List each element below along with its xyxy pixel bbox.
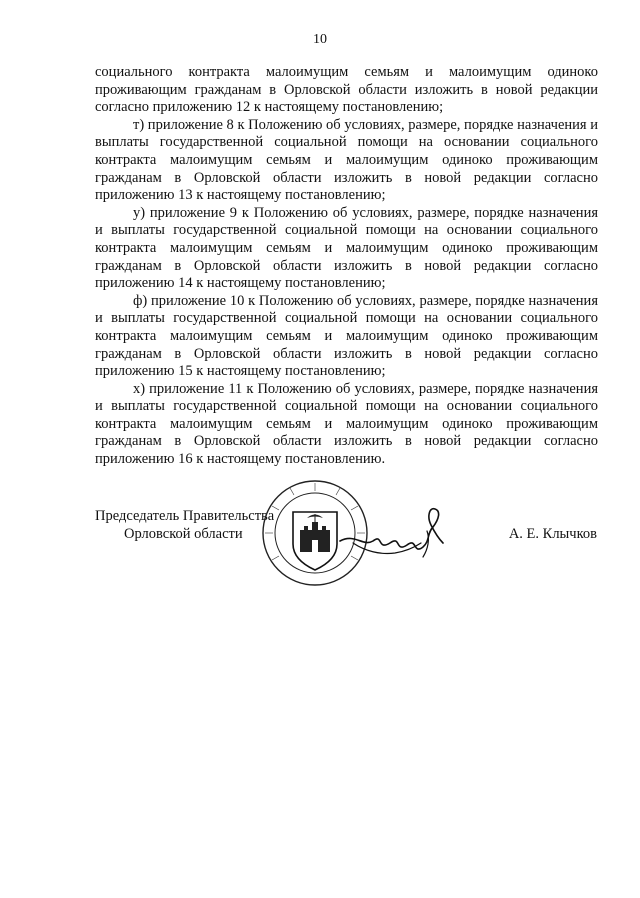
signatory-title-line2: Орловской области <box>124 526 243 542</box>
document-body <box>95 64 598 469</box>
signatory-title-line1: Председатель Правительства <box>95 508 275 524</box>
page-number: 10 <box>313 32 327 47</box>
paragraph-item-t: т) приложение 8 к Положению об условиях, размере, порядке назначения и выплаты государственной социальной помощи на основании социального контракта малоимущим семьям и малоимущим одиноко проживающим гражданам в Орловской области изложить в новой редакции согласно приложению 13 к настоящему постановлению; <box>95 116 598 204</box>
paragraph-item-u: у) приложение 9 к Положению об условиях, размере, порядке назначения и выплаты государственной социальной помощи на основании социального контракта малоимущим семьям и малоимущим одиноко проживающим гражданам в Орловской области изложить в новой редакции согласно приложению 14 к настоящему постановлению; <box>95 204 598 292</box>
handwritten-signature <box>335 503 445 563</box>
paragraph-item-kh: х) приложение 11 к Положению об условиях, размере, порядке назначения и выплаты государственной социальной помощи на основании социального контракта малоимущим семьям и малоимущим одиноко проживающим гражданам в Орловской области изложить в новой редакции согласно приложению 16 к настоящему постановлению. <box>95 380 598 468</box>
paragraph-continuation: социального контракта малоимущим семьям и малоимущим одиноко проживающим гражданам в Орловской области изложить в новой редакции согласно приложению 12 к настоящему постановлению; <box>95 64 598 116</box>
signature-block <box>0 508 640 588</box>
signatory-name: А. Е. Клычков <box>508 526 597 542</box>
paragraph-item-f: ф) приложение 10 к Положению об условиях, размере, порядке назначения и выплаты государственной социальной помощи на основании социального контракта малоимущим семьям и малоимущим одиноко проживающим гражданам в Орловской области изложить в новой редакции согласно приложению 15 к настоящему постановлению; <box>95 292 598 380</box>
